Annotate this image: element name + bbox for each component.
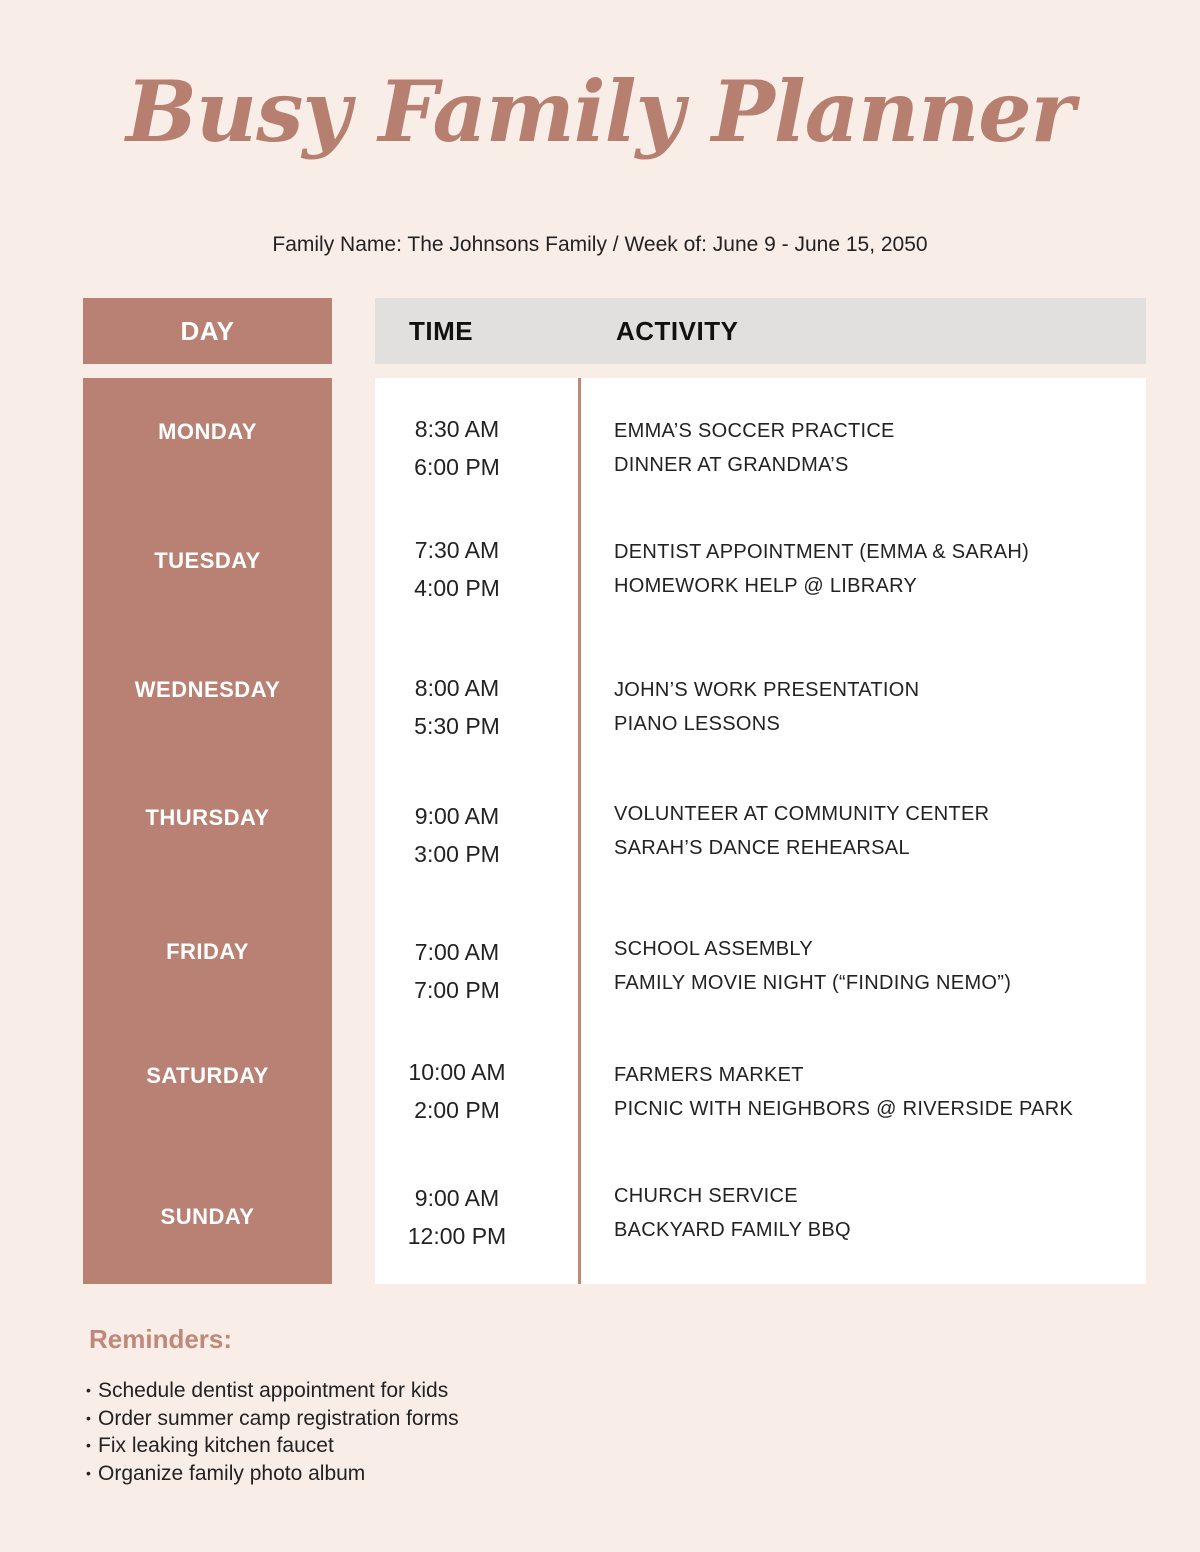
day-monday: MONDAY xyxy=(158,419,257,444)
activity-item: DENTIST APPOINTMENT (EMMA & SARAH) xyxy=(614,541,1030,563)
time-slot: 7:00 PM xyxy=(414,977,500,1003)
time-slot: 9:00 AM xyxy=(414,803,500,829)
reminder-text: Fix leaking kitchen faucet xyxy=(98,1434,334,1457)
time-slot: 2:00 PM xyxy=(414,1097,500,1123)
reminder-item xyxy=(86,1460,459,1488)
time-slot: 10:00 AM xyxy=(408,1059,506,1085)
reminder-item xyxy=(86,1377,459,1405)
day-column xyxy=(83,378,332,1284)
activity-item: SARAH’S DANCE REHEARSAL xyxy=(614,837,910,859)
activity-item: CHURCH SERVICE xyxy=(614,1185,798,1207)
day-wednesday: WEDNESDAY xyxy=(134,677,281,702)
reminder-text: Order summer camp registration forms xyxy=(98,1406,459,1430)
day-sunday: SUNDAY xyxy=(160,1204,255,1229)
day-thursday: THURSDAY xyxy=(145,805,270,830)
time-slot: 8:00 AM xyxy=(414,675,500,701)
time-column-header: TIME xyxy=(409,316,474,346)
activity-item: DINNER AT GRANDMA’S xyxy=(614,454,849,476)
reminders-title: Reminders: xyxy=(89,1324,233,1354)
time-slot: 5:30 PM xyxy=(414,713,500,739)
activity-item: HOMEWORK HELP @ LIBRARY xyxy=(614,575,918,597)
page-title: Busy Family Planner xyxy=(126,62,1074,161)
day-saturday: SATURDAY xyxy=(146,1063,269,1088)
reminder-item xyxy=(86,1432,459,1460)
activity-item: FAMILY MOVIE NIGHT (“FINDING NEMO”) xyxy=(614,972,1012,994)
activity-column-header: ACTIVITY xyxy=(616,316,739,346)
time-slot: 7:00 AM xyxy=(414,939,500,965)
reminder-item xyxy=(86,1405,459,1433)
time-slot: 9:00 AM xyxy=(414,1185,500,1211)
activity-item: PICNIC WITH NEIGHBORS @ RIVERSIDE PARK xyxy=(614,1098,1074,1120)
time-slot: 8:30 AM xyxy=(414,416,500,442)
time-slot: 12:00 PM xyxy=(407,1223,507,1249)
reminder-text: Organize family photo album xyxy=(98,1461,366,1485)
activity-item: JOHN’S WORK PRESENTATION xyxy=(614,679,920,701)
activity-item: EMMA’S SOCCER PRACTICE xyxy=(614,420,895,442)
time-slot: 7:30 AM xyxy=(414,537,500,563)
column-divider xyxy=(578,378,581,1284)
time-slot: 6:00 PM xyxy=(414,454,500,480)
day-column-header: DAY xyxy=(83,298,332,364)
activity-item: BACKYARD FAMILY BBQ xyxy=(614,1219,851,1241)
family-week-subtitle: Family Name: The Johnsons Family / Week of: June 9 - June 15, 2050 xyxy=(272,233,928,256)
activity-item: SCHOOL ASSEMBLY xyxy=(614,938,814,960)
schedule-panel xyxy=(375,378,1146,1284)
time-slot: 4:00 PM xyxy=(414,575,500,601)
day-tuesday: TUESDAY xyxy=(154,548,261,573)
activity-item: PIANO LESSONS xyxy=(614,713,781,735)
reminders-list xyxy=(86,1377,459,1487)
activity-item: FARMERS MARKET xyxy=(614,1064,804,1086)
time-activity-header xyxy=(375,298,1146,364)
reminder-text: Schedule dentist appointment for kids xyxy=(98,1379,449,1402)
day-friday: FRIDAY xyxy=(166,939,249,964)
time-slot: 3:00 PM xyxy=(414,841,500,867)
activity-item: VOLUNTEER AT COMMUNITY CENTER xyxy=(614,803,990,825)
